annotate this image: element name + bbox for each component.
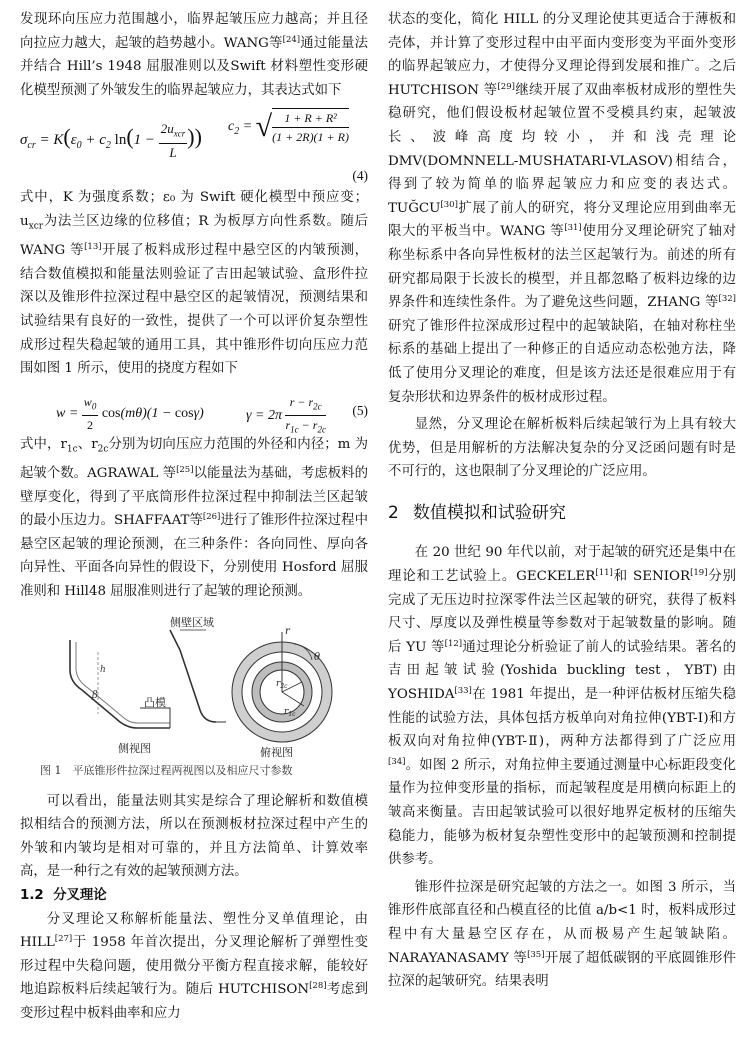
figure-label-punch: 凸模 bbox=[144, 695, 166, 709]
figure-label-r: r bbox=[285, 625, 290, 637]
paragraph: 式中，K 为强度系数；ε₀ 为 Swift 硬化模型中预应变；$u_{xcr}$为法兰区边缘的位移值；R 为板厚方向性系数。随后 WANG 等[13]开展了板料成形过程中悬空区的内皱预测，结合数值模拟和能量法则验证了吉田起皱试验、盒形件拉深以及锥形件拉深过程中悬空区的起皱情况，预测结果和试验结果有良好的一致性，提供了一个可以评价复杂塑性成形过程失稳起皱的通用工具，其中锥形件切向压应力范围如图 1 所示，使用的挠度方程如下 bbox=[20, 190, 368, 377]
svg-text:r1c: $r_{1c}$ bbox=[284, 706, 296, 718]
right-column bbox=[388, 8, 736, 994]
paragraph: 发现环向压应力范围越小，临界起皱压应力越高；并且径向拉应力越大，起皱的趋势越小。WANG等[24]通过能量法并结合 Hill’s 1948 屈服准则以及Swift 材料塑性变形硬化模型预测了外皱发生的临界起皱应力，其表达式如下 bbox=[20, 12, 368, 98]
figure-label-beta: β bbox=[92, 689, 98, 701]
figure-label-r1c: r bbox=[284, 706, 289, 717]
equation-4: $\sigma_{cr} = K(\varepsilon_0 + c_2$ ln(1 − $\frac{2u_{xcr}}{L}$ )) $c_2$ = √ $\frac{\text{1 + R + R²}}{(1 + 2R)(1 + R)}$ (4) bbox=[20, 106, 368, 164]
paragraph: 显然，分叉理论在解析板料后续起皱行为上具有较大优势，但是用解析的方法解决复杂的分叉泛函问题有时是不可行的，这也限制了分叉理论的广泛应用。 bbox=[388, 417, 736, 480]
figure-label-side-wall: 侧壁区域 bbox=[170, 615, 214, 629]
figure-label-theta: θ bbox=[314, 651, 321, 663]
paragraph: 在 20 世纪 90 年代以前，对于起皱的研究还是集中在理论和工艺试验上。GECKELER[11]和 SENIOR[19]分别完成了无压边时拉深零件法兰区起皱的研究，获得了板料尺寸、厚度以及弹性模量等参数对于起皱数量的影响。随后 YU 等[12]通过理论分析验证了前人的试验结果。著名的吉田起皱试验(Yoshida buckling test，YBT)由 YOSHIDA[33]在 1981 年提出，是一种评估板材压缩失稳性能的试验方法，具体包括方板单向对角拉伸(YBT-Ⅰ)和方板双向对角拉伸(YBT-Ⅱ)，两种方法都得到了广泛应用[34]。如图 2 所示，对角拉伸主要通过测量中心标距段变化量作为拉伸变形量的指标，而起皱程度是用横向标距上的皱高来衡量。吉田起皱试验可以很好地界定板材的压缩失稳能力，能够为板材复杂塑性变形中的起皱预测和控制提供参考。 bbox=[388, 545, 737, 868]
paragraph: 状态的变化，简化 HILL 的分叉理论使其更适合于薄板和壳体，并计算了变形过程中由平面内变形变为平面外变形的临界起皱应力，才使得分叉理论得到发展和推广。之后 HUTCHISON 等[29]继续开展了双曲率板材成形的塑性失稳研究，他们假设板材起皱位置不受模具约束，起皱波长、波峰高度均较小，并和浅壳理论 DMV(DOMNNELL-MUSHATARI-VLASOV)相结合，得到了较为简单的临界起皱应力和应变的表达式。TUĞCU[30]扩展了前人的研究，将分叉理论应用到曲率无限大的平板当中。WANG 等[31]使用分叉理论研究了轴对称坐标系中各向异性板材的法兰区起皱行为。前述的所有研究都局限于长波长的模型，并且都忽略了板料边缘的边界条件和连续性条件。为了避免这些问题，ZHANG 等[32]研究了锥形件拉深成形过程中的起皱缺陷，在轴对称柱坐标系的基础上提出了一种修正的自适应动态松弛方法，降低了使用分叉理论的难度，但是该方法还是很难应用于有复杂形状和边界条件的板材成形过程。 bbox=[388, 12, 737, 405]
figure-label-r2c: r bbox=[276, 678, 281, 689]
section-heading-2: 2 数值模拟和试验研究 bbox=[388, 502, 566, 523]
paragraph: 式中，$r_{1c}$、$r_{2c}$分别为切向压应力范围的外径和内径；m 为起皱个数。AGRAWAL 等[25]以能量法为基础，考虑板料的壁厚变化，得到了平底筒形件拉深过程中抑制法兰区起皱的最小压边力。SHAFFAAT等[26]进行了锥形件拉深过程中悬空区起皱的理论预测，在三种条件：各向同性、厚向各向异性、平面各向异性的假设下，分别使用 Hosford 屈服准则和 Hill48 屈服准则进行了起皱的理论预测。 bbox=[20, 436, 369, 600]
paragraph: 可以看出，能量法则其实是综合了理论解析和数值模拟相结合的预测方法，所以在预测板材拉深过程中产生的外皱和内皱均是相对可靠的，并且方法简单、计算效率高，是一种行之有效的起皱预测方法。 bbox=[20, 793, 368, 880]
figure-label-side-view: 侧视图 bbox=[118, 741, 151, 755]
svg-text:r2c: $r_{2c}$ bbox=[276, 678, 288, 690]
paragraph: 锥形件拉深是研究起皱的方法之一。如图 3 所示，当锥形件底部直径和凸模直径的比值 a/b<1 时，板料成形过程中有大量悬空区存在，从而极易产生起皱缺陷。NARAYANASAMY 等[35]开展了超低碳钢的平底圆锥形件拉深的起皱研究。结果表明 bbox=[388, 879, 737, 990]
figure-1-drawing bbox=[20, 610, 368, 760]
equation-5: w = $\frac{w_0}{2}$ cos(mθ)(1 − cosγ) γ = 2π $\frac{r - r_{2c}}{r_{1c} - r_{2c}}$ (5) bbox=[56, 394, 368, 435]
left-column bbox=[20, 8, 368, 1026]
figure-caption: 图 1 平底锥形件拉深过程两视图以及相应尺寸参数 bbox=[40, 763, 293, 777]
section-heading-1-2: 1.2 分叉理论 bbox=[20, 888, 107, 903]
figure-1 bbox=[20, 610, 368, 760]
paragraph: 分叉理论又称解析能量法、塑性分叉单值理论，由 HILL[27]于 1958 年首次提出，分叉理论解析了弹塑性变形过程中失稳问题，使用微分平衡方程直接求解，能较好地追踪板料后续起皱行为。随后 HUTCHISON[28]考虑到变形过程中板料曲率和应力 bbox=[20, 911, 368, 1021]
figure-label-h: h bbox=[100, 664, 106, 675]
figure-label-top-view: 俯视图 bbox=[260, 745, 293, 759]
